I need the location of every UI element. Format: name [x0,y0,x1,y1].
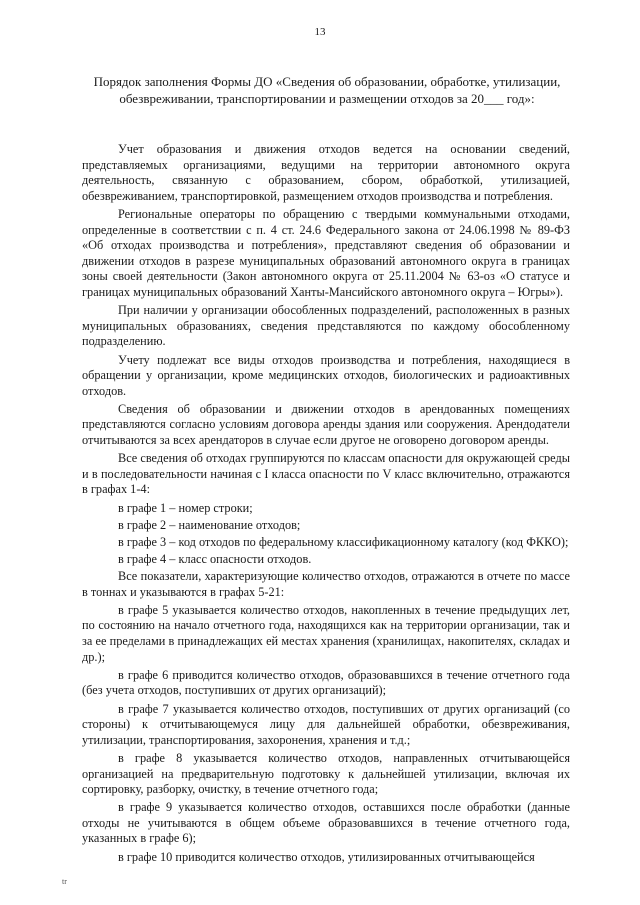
list-item-column-3: в графе 3 – код отходов по федеральному классификационному каталогу (код ФККО); [118,534,569,549]
paragraph-rented-premises: Сведения об образовании и движении отходов в арендованных помещениях представляются согласно условиям договора аренды здания или сооружения. Арендодатели отчитываются за всех арендаторов в случае если другое не оговорено договором аренды. [82,401,570,448]
paragraph-regional-operators: Региональные операторы по обращению с твердыми коммунальными отходами, определенные в соответствии с п. 4 ст. 24.6 Федерального закона от 24.06.1998 № 89-ФЗ «Об отходах производства и потребления», представляют сведения об образовании и движении отходов в разрезе муниципальных образований автономного округа в границах зоны своей деятельности (Закон автономного округа от 25.11.2004 № 63-оз «О статусе и границах муниципальных образований Ханты-Мансийского автономного округа – Югры»). [82,206,570,299]
paragraph-mass-indicators: Все показатели, характеризующие количество отходов, отражаются в отчете по массе в тоннах и указываются в графах 5-21: [82,569,570,599]
list-item-column-5: в графе 5 указывается количество отходов, накопленных в течение предыдущих лет, по состоянию на начало отчетного года, находящихся как на территории организации, так и за ее пределами в принадлежащих ей местах хранения (хранилищах, накопителях, складах и др.); [82,602,570,664]
list-item-column-4: в графе 4 – класс опасности отходов. [118,551,312,566]
page-number: 13 [314,26,326,38]
document-body [82,142,570,868]
corner-mark: tr [62,877,67,886]
paragraph-accounting-basis: Учет образования и движения отходов ведется на основании сведений, представляемых организациями, ведущими на территории автономного округа деятельность, связанную с образованием, сбором, обработкой, утилизацией, обезвреживанием, транспортировкой, размещением отходов производства и потребления. [82,142,570,203]
paragraph-waste-types: Учету подлежат все виды отходов производства и потребления, находящиеся в обращении у организации, кроме медицинских отходов, биологических и радиоактивных отходов. [82,352,570,398]
list-item-column-9: в графе 9 указывается количество отходов, оставшихся после обработки (данные отходы не учитываются в общем объеме образовавшихся в течение отчетного года, указанных в графе 6); [82,800,570,846]
list-item-column-6: в графе 6 приводится количество отходов, образовавшихся в течение отчетного года (без учета отходов, поступивших от других организаций); [82,667,570,698]
paragraph-separate-divisions: При наличии у организации обособленных подразделений, расположенных в разных муниципальных образованиях, сведения представляются по каждому обособленному подразделению. [82,303,570,349]
document-title: Порядок заполнения Формы ДО «Сведения об образовании, обработке, утилизации, обезвреживании, транспортировании и размещении отходов за 20___ год»: [93,74,561,106]
list-item-column-2: в графе 2 – наименование отходов; [118,517,301,532]
list-item-column-1: в графе 1 – номер строки; [118,500,253,515]
paragraph-hazard-grouping: Все сведения об отходах группируются по классам опасности для окружающей среды и в последовательности начиная с I класса опасности по V класс включительно, отражаются в графах 1-4: [82,451,570,497]
list-item-column-8: в графе 8 указывается количество отходов, направленных отчитывающейся организацией на предварительную подготовку к дальнейшей утилизации, включая их сортировку, разборку, очистку, в течение отчетного года; [82,750,570,797]
list-item-column-10: в графе 10 приводится количество отходов, утилизированных отчитывающейся [118,849,535,864]
list-item-column-7: в графе 7 указывается количество отходов, поступивших от других организаций (со стороны) к отчитывающемуся лицу для дальнейшей обработки, обезвреживания, утилизации, транспортирования, захоронения, хранения и т.д.; [82,701,570,747]
